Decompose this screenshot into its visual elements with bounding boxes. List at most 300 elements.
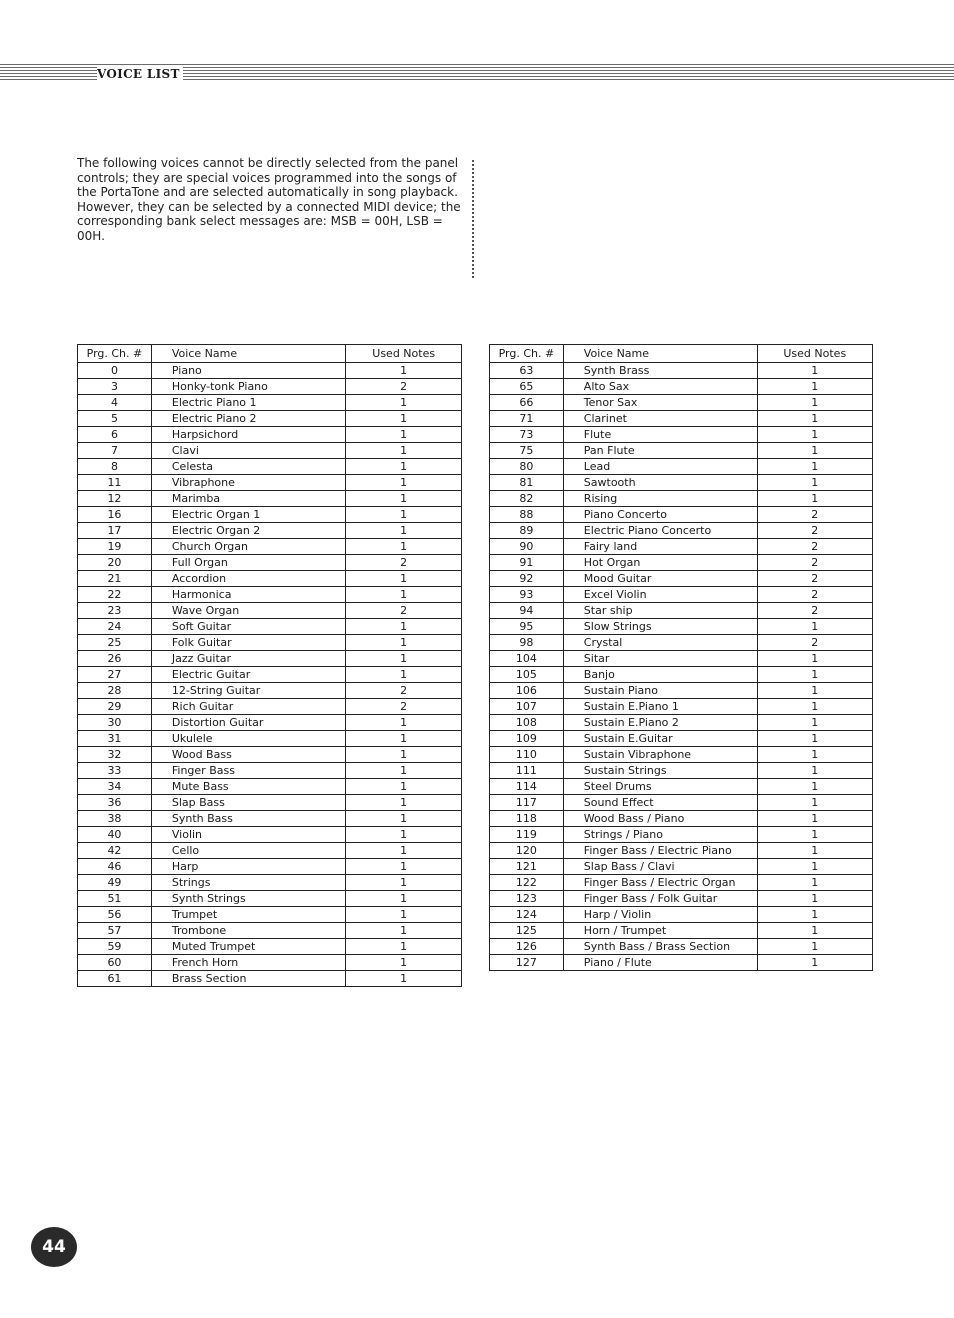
prg-cell: 19: [78, 539, 152, 555]
prg-cell: 57: [78, 923, 152, 939]
voice-name-cell: Full Organ: [151, 555, 345, 571]
table-header-row: [78, 345, 462, 363]
voice-name-cell: Synth Bass: [151, 811, 345, 827]
table-row: [490, 699, 873, 715]
used-notes-cell: 1: [346, 523, 462, 539]
voice-name-cell: Honky-tonk Piano: [151, 379, 345, 395]
voice-name-cell: Slap Bass / Clavi: [563, 859, 757, 875]
prg-cell: 75: [490, 443, 564, 459]
table-row: [78, 795, 462, 811]
voice-name-cell: Electric Organ 1: [151, 507, 345, 523]
used-notes-cell: 2: [757, 635, 872, 651]
voice-name-cell: Church Organ: [151, 539, 345, 555]
voice-name-cell: Synth Strings: [151, 891, 345, 907]
prg-cell: 124: [490, 907, 564, 923]
used-notes-cell: 1: [757, 619, 872, 635]
used-notes-cell: 1: [346, 907, 462, 923]
used-notes-cell: 1: [346, 507, 462, 523]
prg-cell: 121: [490, 859, 564, 875]
voice-name-cell: Hot Organ: [563, 555, 757, 571]
prg-cell: 4: [78, 395, 152, 411]
voice-name-cell: Ukulele: [151, 731, 345, 747]
table-row: [490, 843, 873, 859]
table-row: [490, 859, 873, 875]
table-row: [78, 923, 462, 939]
prg-cell: 109: [490, 731, 564, 747]
section-title: VOICE LIST: [97, 67, 183, 81]
table-row: [490, 715, 873, 731]
prg-cell: 93: [490, 587, 564, 603]
used-notes-cell: 1: [346, 843, 462, 859]
prg-cell: 123: [490, 891, 564, 907]
used-notes-cell: 2: [346, 683, 462, 699]
voice-name-cell: Electric Piano 1: [151, 395, 345, 411]
prg-cell: 3: [78, 379, 152, 395]
prg-cell: 108: [490, 715, 564, 731]
voice-name-cell: Jazz Guitar: [151, 651, 345, 667]
used-notes-cell: 1: [757, 955, 872, 971]
used-notes-cell: 1: [346, 859, 462, 875]
voice-name-cell: Wood Bass / Piano: [563, 811, 757, 827]
voice-name-cell: Horn / Trumpet: [563, 923, 757, 939]
prg-cell: 122: [490, 875, 564, 891]
table-row: [78, 587, 462, 603]
used-notes-cell: 1: [346, 955, 462, 971]
voice-name-cell: Muted Trumpet: [151, 939, 345, 955]
prg-cell: 120: [490, 843, 564, 859]
used-notes-cell: 1: [757, 811, 872, 827]
voice-name-cell: Clarinet: [563, 411, 757, 427]
used-notes-cell: 1: [346, 539, 462, 555]
table-row: [490, 587, 873, 603]
table-row: [78, 939, 462, 955]
prg-cell: 98: [490, 635, 564, 651]
table-row: [490, 955, 873, 971]
voice-name-cell: Harmonica: [151, 587, 345, 603]
table-row: [78, 619, 462, 635]
table-row: [78, 379, 462, 395]
used-notes-cell: 1: [757, 923, 872, 939]
voice-name-cell: Fairy land: [563, 539, 757, 555]
used-notes-cell: 2: [346, 379, 462, 395]
voice-name-cell: Synth Brass: [563, 363, 757, 379]
used-notes-cell: 1: [757, 939, 872, 955]
table-row: [78, 555, 462, 571]
voice-name-cell: Sitar: [563, 651, 757, 667]
voice-name-cell: Pan Flute: [563, 443, 757, 459]
table-row: [490, 763, 873, 779]
voice-name-cell: Lead: [563, 459, 757, 475]
column-header-name: Voice Name: [151, 345, 345, 363]
table-row: [490, 507, 873, 523]
table-row: [490, 923, 873, 939]
voice-name-cell: Tenor Sax: [563, 395, 757, 411]
voice-table-left: [77, 344, 462, 987]
prg-cell: 91: [490, 555, 564, 571]
prg-cell: 125: [490, 923, 564, 939]
table-row: [490, 779, 873, 795]
table-header-row: [490, 345, 873, 363]
voice-name-cell: Sustain E.Guitar: [563, 731, 757, 747]
column-header-notes: Used Notes: [346, 345, 462, 363]
table-row: [78, 955, 462, 971]
voice-name-cell: Sustain E.Piano 1: [563, 699, 757, 715]
used-notes-cell: 1: [757, 859, 872, 875]
prg-cell: 36: [78, 795, 152, 811]
used-notes-cell: 1: [346, 763, 462, 779]
prg-cell: 16: [78, 507, 152, 523]
prg-cell: 40: [78, 827, 152, 843]
column-header-prg: Prg. Ch. #: [78, 345, 152, 363]
used-notes-cell: 1: [757, 651, 872, 667]
used-notes-cell: 1: [757, 395, 872, 411]
prg-cell: 110: [490, 747, 564, 763]
voice-name-cell: Slow Strings: [563, 619, 757, 635]
table-row: [78, 651, 462, 667]
used-notes-cell: 2: [757, 571, 872, 587]
used-notes-cell: 1: [346, 619, 462, 635]
table-row: [490, 795, 873, 811]
prg-cell: 32: [78, 747, 152, 763]
prg-cell: 28: [78, 683, 152, 699]
prg-cell: 22: [78, 587, 152, 603]
voice-name-cell: Violin: [151, 827, 345, 843]
prg-cell: 114: [490, 779, 564, 795]
voice-name-cell: Cello: [151, 843, 345, 859]
voice-name-cell: Excel Violin: [563, 587, 757, 603]
prg-cell: 89: [490, 523, 564, 539]
used-notes-cell: 1: [346, 971, 462, 987]
voice-name-cell: Sawtooth: [563, 475, 757, 491]
table-row: [78, 667, 462, 683]
used-notes-cell: 1: [757, 779, 872, 795]
table-row: [490, 891, 873, 907]
prg-cell: 56: [78, 907, 152, 923]
table-row: [490, 427, 873, 443]
table-row: [78, 891, 462, 907]
prg-cell: 66: [490, 395, 564, 411]
used-notes-cell: 1: [346, 715, 462, 731]
table-row: [490, 491, 873, 507]
used-notes-cell: 1: [757, 827, 872, 843]
table-row: [490, 571, 873, 587]
prg-cell: 20: [78, 555, 152, 571]
table-row: [78, 907, 462, 923]
prg-cell: 0: [78, 363, 152, 379]
used-notes-cell: 1: [346, 651, 462, 667]
prg-cell: 90: [490, 539, 564, 555]
voice-name-cell: 12-String Guitar: [151, 683, 345, 699]
prg-cell: 106: [490, 683, 564, 699]
voice-name-cell: Marimba: [151, 491, 345, 507]
table-row: [490, 731, 873, 747]
used-notes-cell: 1: [346, 363, 462, 379]
column-header-prg: Prg. Ch. #: [490, 345, 564, 363]
voice-name-cell: Sustain Vibraphone: [563, 747, 757, 763]
table-row: [490, 651, 873, 667]
voice-name-cell: Star ship: [563, 603, 757, 619]
used-notes-cell: 1: [346, 891, 462, 907]
voice-name-cell: Strings: [151, 875, 345, 891]
table-row: [78, 507, 462, 523]
prg-cell: 6: [78, 427, 152, 443]
table-row: [490, 619, 873, 635]
voice-table-right: [489, 344, 873, 971]
used-notes-cell: 1: [346, 875, 462, 891]
table-row: [78, 875, 462, 891]
used-notes-cell: 1: [346, 491, 462, 507]
used-notes-cell: 1: [757, 747, 872, 763]
voice-name-cell: Accordion: [151, 571, 345, 587]
used-notes-cell: 1: [757, 491, 872, 507]
table-row: [78, 811, 462, 827]
used-notes-cell: 1: [757, 795, 872, 811]
voice-name-cell: Mute Bass: [151, 779, 345, 795]
used-notes-cell: 1: [346, 827, 462, 843]
prg-cell: 71: [490, 411, 564, 427]
used-notes-cell: 2: [757, 539, 872, 555]
prg-cell: 73: [490, 427, 564, 443]
table-row: [78, 395, 462, 411]
used-notes-cell: 1: [757, 683, 872, 699]
used-notes-cell: 1: [346, 459, 462, 475]
prg-cell: 29: [78, 699, 152, 715]
voice-name-cell: Sustain E.Piano 2: [563, 715, 757, 731]
prg-cell: 111: [490, 763, 564, 779]
used-notes-cell: 1: [346, 667, 462, 683]
prg-cell: 92: [490, 571, 564, 587]
intro-paragraph: The following voices cannot be directly selected from the panel controls; they are special voices programmed into the songs of the PortaTone and are selected automatically in song playback. However, they can be selected by a connected MIDI device; the corresponding bank select messages are: MSB = 00H, LSB = 00H.: [77, 156, 461, 243]
prg-cell: 33: [78, 763, 152, 779]
prg-cell: 119: [490, 827, 564, 843]
prg-cell: 80: [490, 459, 564, 475]
prg-cell: 107: [490, 699, 564, 715]
used-notes-cell: 2: [757, 587, 872, 603]
prg-cell: 17: [78, 523, 152, 539]
prg-cell: 61: [78, 971, 152, 987]
voice-name-cell: Soft Guitar: [151, 619, 345, 635]
used-notes-cell: 1: [346, 779, 462, 795]
table-row: [490, 475, 873, 491]
voice-name-cell: Steel Drums: [563, 779, 757, 795]
table-row: [78, 699, 462, 715]
table-row: [78, 747, 462, 763]
voice-name-cell: French Horn: [151, 955, 345, 971]
voice-name-cell: Clavi: [151, 443, 345, 459]
dotted-divider: [472, 160, 474, 278]
used-notes-cell: 1: [757, 411, 872, 427]
table-row: [490, 907, 873, 923]
table-row: [78, 731, 462, 747]
table-row: [490, 539, 873, 555]
used-notes-cell: 1: [757, 907, 872, 923]
used-notes-cell: 2: [346, 699, 462, 715]
prg-cell: 105: [490, 667, 564, 683]
voice-name-cell: Trumpet: [151, 907, 345, 923]
table-row: [490, 635, 873, 651]
used-notes-cell: 2: [346, 603, 462, 619]
used-notes-cell: 1: [757, 379, 872, 395]
table-row: [78, 683, 462, 699]
used-notes-cell: 1: [757, 891, 872, 907]
table-row: [490, 603, 873, 619]
voice-name-cell: Vibraphone: [151, 475, 345, 491]
voice-name-cell: Harpsichord: [151, 427, 345, 443]
used-notes-cell: 1: [346, 411, 462, 427]
used-notes-cell: 1: [757, 875, 872, 891]
voice-name-cell: Finger Bass: [151, 763, 345, 779]
used-notes-cell: 1: [346, 747, 462, 763]
table-row: [78, 411, 462, 427]
table-row: [490, 443, 873, 459]
used-notes-cell: 1: [757, 459, 872, 475]
prg-cell: 127: [490, 955, 564, 971]
voice-name-cell: Slap Bass: [151, 795, 345, 811]
voice-name-cell: Sustain Strings: [563, 763, 757, 779]
prg-cell: 8: [78, 459, 152, 475]
prg-cell: 42: [78, 843, 152, 859]
used-notes-cell: 1: [757, 443, 872, 459]
prg-cell: 49: [78, 875, 152, 891]
table-row: [490, 667, 873, 683]
prg-cell: 81: [490, 475, 564, 491]
table-row: [490, 411, 873, 427]
voice-name-cell: Electric Piano 2: [151, 411, 345, 427]
used-notes-cell: 1: [757, 667, 872, 683]
voice-name-cell: Trombone: [151, 923, 345, 939]
table-row: [78, 763, 462, 779]
voice-name-cell: Finger Bass / Electric Organ: [563, 875, 757, 891]
used-notes-cell: 1: [346, 635, 462, 651]
column-header-name: Voice Name: [563, 345, 757, 363]
prg-cell: 24: [78, 619, 152, 635]
prg-cell: 117: [490, 795, 564, 811]
table-row: [490, 939, 873, 955]
prg-cell: 88: [490, 507, 564, 523]
used-notes-cell: 1: [346, 939, 462, 955]
voice-name-cell: Piano: [151, 363, 345, 379]
table-row: [78, 859, 462, 875]
prg-cell: 25: [78, 635, 152, 651]
table-row: [78, 475, 462, 491]
prg-cell: 126: [490, 939, 564, 955]
voice-name-cell: Harp: [151, 859, 345, 875]
table-row: [78, 635, 462, 651]
table-row: [490, 379, 873, 395]
prg-cell: 7: [78, 443, 152, 459]
prg-cell: 38: [78, 811, 152, 827]
table-row: [490, 875, 873, 891]
voice-name-cell: Piano / Flute: [563, 955, 757, 971]
used-notes-cell: 1: [346, 795, 462, 811]
used-notes-cell: 2: [757, 523, 872, 539]
voice-name-cell: Crystal: [563, 635, 757, 651]
table-row: [78, 827, 462, 843]
voice-name-cell: Harp / Violin: [563, 907, 757, 923]
prg-cell: 11: [78, 475, 152, 491]
voice-name-cell: Distortion Guitar: [151, 715, 345, 731]
voice-name-cell: Mood Guitar: [563, 571, 757, 587]
voice-name-cell: Banjo: [563, 667, 757, 683]
table-row: [490, 523, 873, 539]
table-row: [78, 715, 462, 731]
used-notes-cell: 1: [757, 843, 872, 859]
page-number-badge: 44: [31, 1227, 77, 1267]
voice-name-cell: Electric Organ 2: [151, 523, 345, 539]
used-notes-cell: 1: [757, 731, 872, 747]
table-row: [490, 555, 873, 571]
voice-name-cell: Piano Concerto: [563, 507, 757, 523]
voice-name-cell: Celesta: [151, 459, 345, 475]
prg-cell: 118: [490, 811, 564, 827]
prg-cell: 65: [490, 379, 564, 395]
used-notes-cell: 2: [757, 555, 872, 571]
voice-name-cell: Alto Sax: [563, 379, 757, 395]
table-row: [78, 491, 462, 507]
used-notes-cell: 1: [346, 811, 462, 827]
voice-name-cell: Wave Organ: [151, 603, 345, 619]
prg-cell: 23: [78, 603, 152, 619]
table-row: [490, 395, 873, 411]
voice-name-cell: Sound Effect: [563, 795, 757, 811]
table-row: [78, 971, 462, 987]
prg-cell: 95: [490, 619, 564, 635]
voice-name-cell: Sustain Piano: [563, 683, 757, 699]
table-row: [490, 811, 873, 827]
table-row: [78, 779, 462, 795]
voice-name-cell: Electric Guitar: [151, 667, 345, 683]
prg-cell: 46: [78, 859, 152, 875]
used-notes-cell: 1: [757, 475, 872, 491]
prg-cell: 27: [78, 667, 152, 683]
used-notes-cell: 1: [346, 395, 462, 411]
used-notes-cell: 1: [346, 571, 462, 587]
table-row: [78, 843, 462, 859]
prg-cell: 5: [78, 411, 152, 427]
used-notes-cell: 1: [757, 363, 872, 379]
voice-name-cell: Rich Guitar: [151, 699, 345, 715]
voice-name-cell: Wood Bass: [151, 747, 345, 763]
prg-cell: 63: [490, 363, 564, 379]
used-notes-cell: 2: [757, 603, 872, 619]
column-header-notes: Used Notes: [757, 345, 872, 363]
table-row: [78, 427, 462, 443]
used-notes-cell: 1: [346, 475, 462, 491]
voice-name-cell: Finger Bass / Folk Guitar: [563, 891, 757, 907]
prg-cell: 82: [490, 491, 564, 507]
prg-cell: 34: [78, 779, 152, 795]
used-notes-cell: 2: [757, 507, 872, 523]
table-row: [490, 747, 873, 763]
table-row: [78, 443, 462, 459]
table-row: [78, 539, 462, 555]
table-row: [78, 363, 462, 379]
prg-cell: 60: [78, 955, 152, 971]
voice-name-cell: Strings / Piano: [563, 827, 757, 843]
table-row: [490, 363, 873, 379]
prg-cell: 30: [78, 715, 152, 731]
prg-cell: 21: [78, 571, 152, 587]
used-notes-cell: 2: [346, 555, 462, 571]
table-row: [78, 603, 462, 619]
voice-name-cell: Finger Bass / Electric Piano: [563, 843, 757, 859]
used-notes-cell: 1: [346, 923, 462, 939]
prg-cell: 51: [78, 891, 152, 907]
voice-name-cell: Flute: [563, 427, 757, 443]
voice-name-cell: Synth Bass / Brass Section: [563, 939, 757, 955]
used-notes-cell: 1: [757, 763, 872, 779]
voice-name-cell: Electric Piano Concerto: [563, 523, 757, 539]
